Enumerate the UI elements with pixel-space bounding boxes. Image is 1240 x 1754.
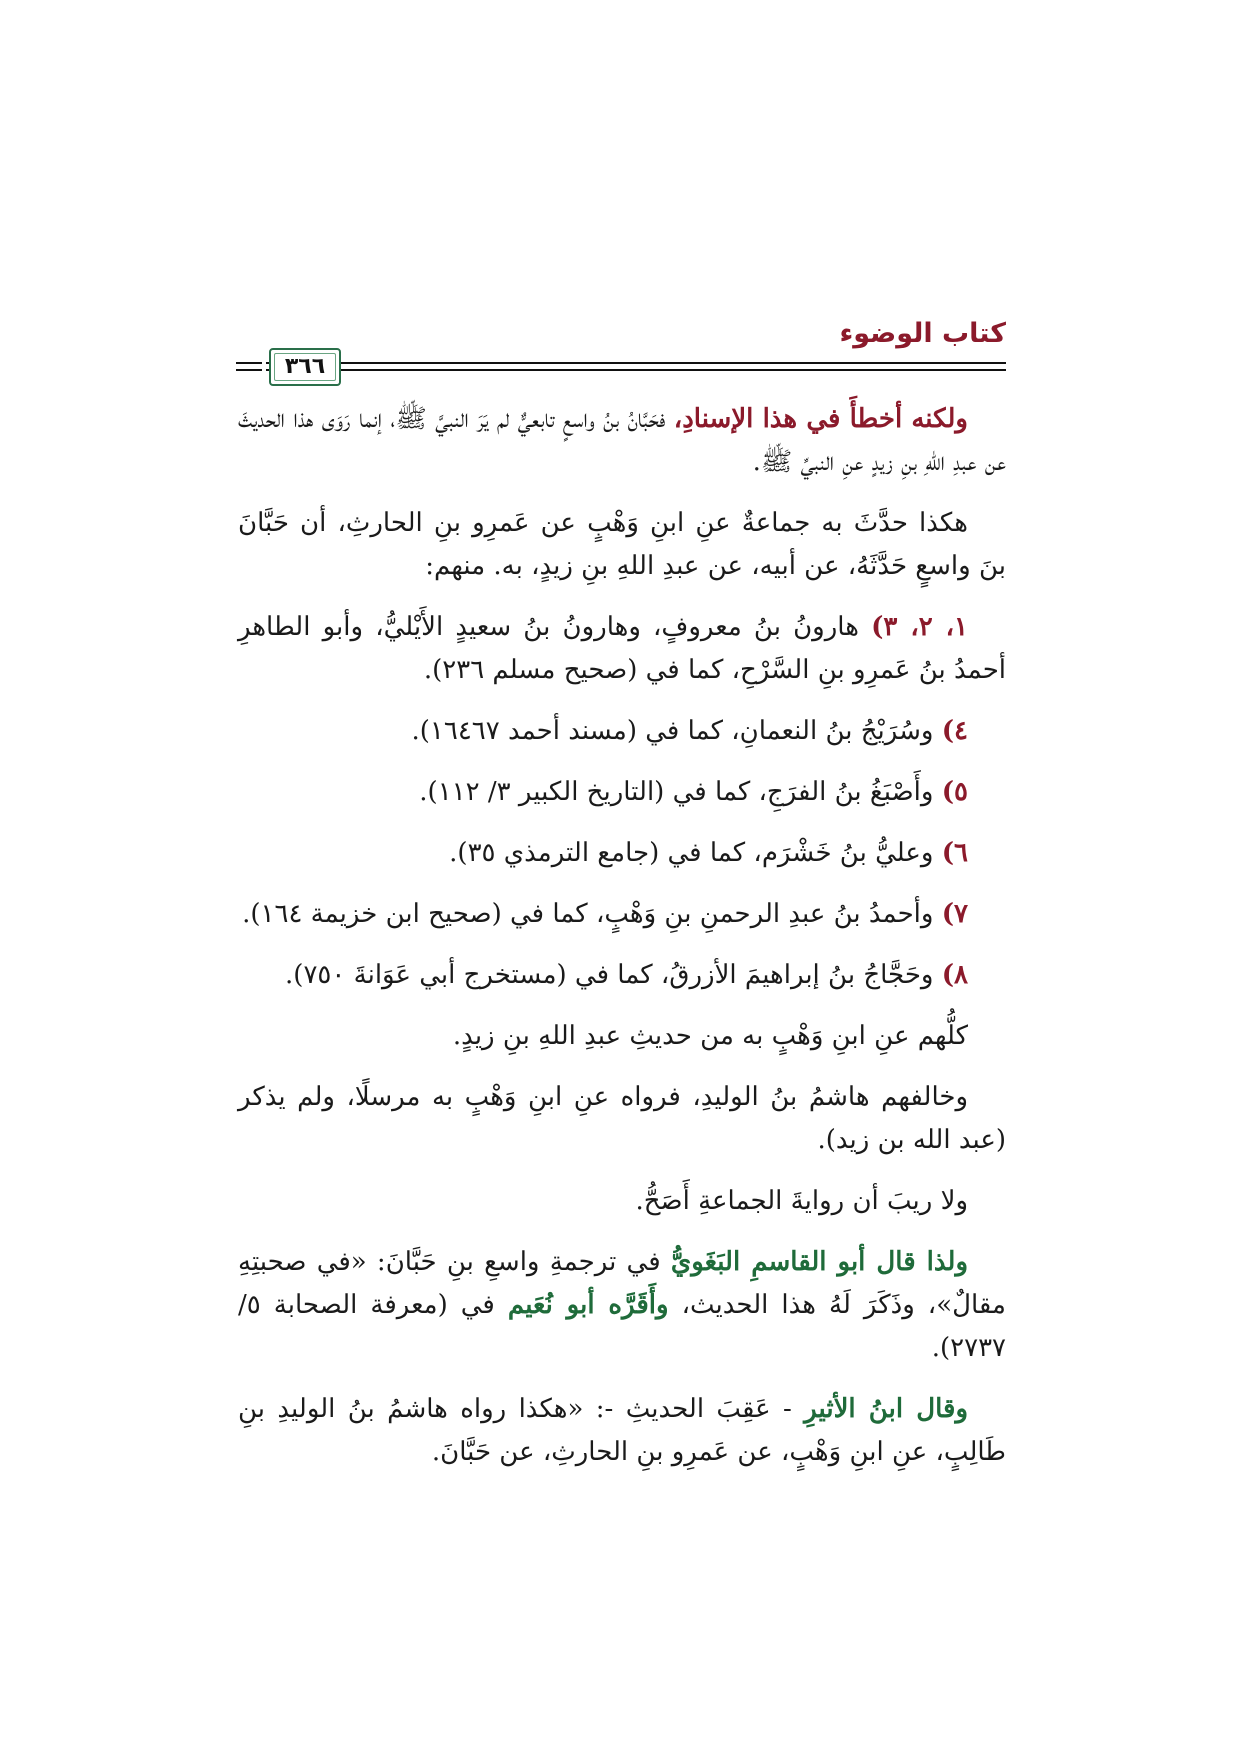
header-rule-left-bottom	[236, 369, 262, 371]
paragraph-1	[238, 398, 1006, 484]
list-text: وأَصْبَغُ بنُ الفرَجِ، كما في (التاريخ الكبير ٣/ ١١٢).	[419, 777, 942, 807]
highlight-phrase: ولذا قال أبو القاسمِ البَغَويُّ	[670, 1247, 968, 1277]
paragraph-5	[238, 1180, 1006, 1223]
list-number: ٧)	[941, 899, 968, 929]
highlight-phrase: وقال ابنُ الأثيرِ	[804, 1394, 968, 1424]
list-text: وحَجَّاجُ بنُ إبراهيمَ الأزرقُ، كما في (مستخرج أبي عَوَانةَ ٧٥٠).	[285, 960, 942, 990]
header-rule-bottom	[266, 369, 1006, 371]
paragraph-text: فحَبَّانُ بنُ واسعٍ تابعيٌّ لم يَرَ النبيَّ ﷺ، إنما رَوَى هذا الحديثَ عن عبدِ اللهِ بنِ زيدٍ عنِ النبيِّ ﷺ.	[238, 404, 1006, 477]
list-number: ٨)	[941, 960, 968, 990]
list-number: ١، ٢، ٣)	[871, 612, 968, 642]
paragraph-text: - عَقِبَ الحديثِ -: «هكذا رواه هاشمُ بنُ الوليدِ بنِ طَالِبٍ، عنِ ابنِ وَهْبٍ، عن عَمرِو بنِ الحارثِ، عن حَبَّانَ.	[238, 1394, 1006, 1467]
list-item	[238, 832, 1006, 875]
paragraph-4	[238, 1076, 1006, 1162]
paragraph-7	[238, 1388, 1006, 1474]
list-text: وسُرَيْجُ بنُ النعمانِ، كما في (مسند أحمد ١٦٤٦٧).	[411, 716, 942, 746]
header-rule-left-top	[236, 362, 262, 364]
header-rule-top	[266, 362, 1006, 364]
list-item	[238, 893, 1006, 936]
list-item	[238, 771, 1006, 814]
paragraph-3	[238, 1015, 1006, 1058]
paragraph-text: هكذا حدَّثَ به جماعةٌ عنِ ابنِ وَهْبٍ عن عَمرِو بنِ الحارثِ، أن حَبَّانَ بنَ واسعٍ حَدَّثَهُ، عن أبيه، عن عبدِ اللهِ بنِ زيدٍ، به. منهم:	[238, 508, 1006, 581]
paragraph-text: وخالفهم هاشمُ بنُ الوليدِ، فرواه عنِ ابنِ وَهْبٍ به مرسلًا، ولم يذكر (عبد الله بن زيد).	[238, 1082, 1006, 1155]
running-title: كتاب الوضوء	[839, 318, 1006, 349]
list-text: وأحمدُ بنُ عبدِ الرحمنِ بنِ وَهْبٍ، كما في (صحيح ابن خزيمة ١٦٤).	[242, 899, 942, 929]
highlight-phrase: ولكنه أخطأَ في هذا الإسنادِ،	[673, 404, 968, 434]
highlight-phrase: وأَقَرَّه أبو نُعَيم	[507, 1290, 669, 1320]
list-number: ٥)	[941, 777, 968, 807]
paragraph-6	[238, 1241, 1006, 1370]
list-text: هارونُ بنُ معروفٍ، وهارونُ بنُ سعيدٍ الأَيْليُّ، وأبو الطاهرِ أحمدُ بنُ عَمرِو بنِ السَّرْحِ، كما في (صحيح مسلم ٢٣٦).	[238, 612, 1006, 685]
main-text	[238, 398, 1006, 1492]
list-item	[238, 606, 1006, 692]
list-item	[238, 954, 1006, 997]
list-number: ٤)	[941, 716, 968, 746]
page-number: ٣٦٦	[284, 354, 326, 379]
list-text: وعليُّ بنُ خَشْرَم، كما في (جامع الترمذي ٣٥).	[449, 838, 942, 868]
paragraph-2	[238, 502, 1006, 588]
list-item	[238, 710, 1006, 753]
list-number: ٦)	[941, 838, 968, 868]
paragraph-text: ولا ريبَ أن روايةَ الجماعةِ أَصَحُّ.	[635, 1186, 968, 1216]
page-number-frame	[269, 348, 341, 386]
paragraph-text: في ترجمةِ واسعِ بنِ حَبَّانَ: «في صحبتِهِ مقالٌ»، وذَكَرَ لَهُ هذا الحديث،	[238, 1247, 1006, 1320]
page-header	[236, 310, 1006, 390]
paragraph-text: كلُّهم عنِ ابنِ وَهْبٍ به من حديثِ عبدِ اللهِ بنِ زيدٍ.	[452, 1021, 968, 1051]
paragraph-text: في (معرفة الصحابة ٥/ ٢٧٣٧).	[238, 1290, 1006, 1363]
